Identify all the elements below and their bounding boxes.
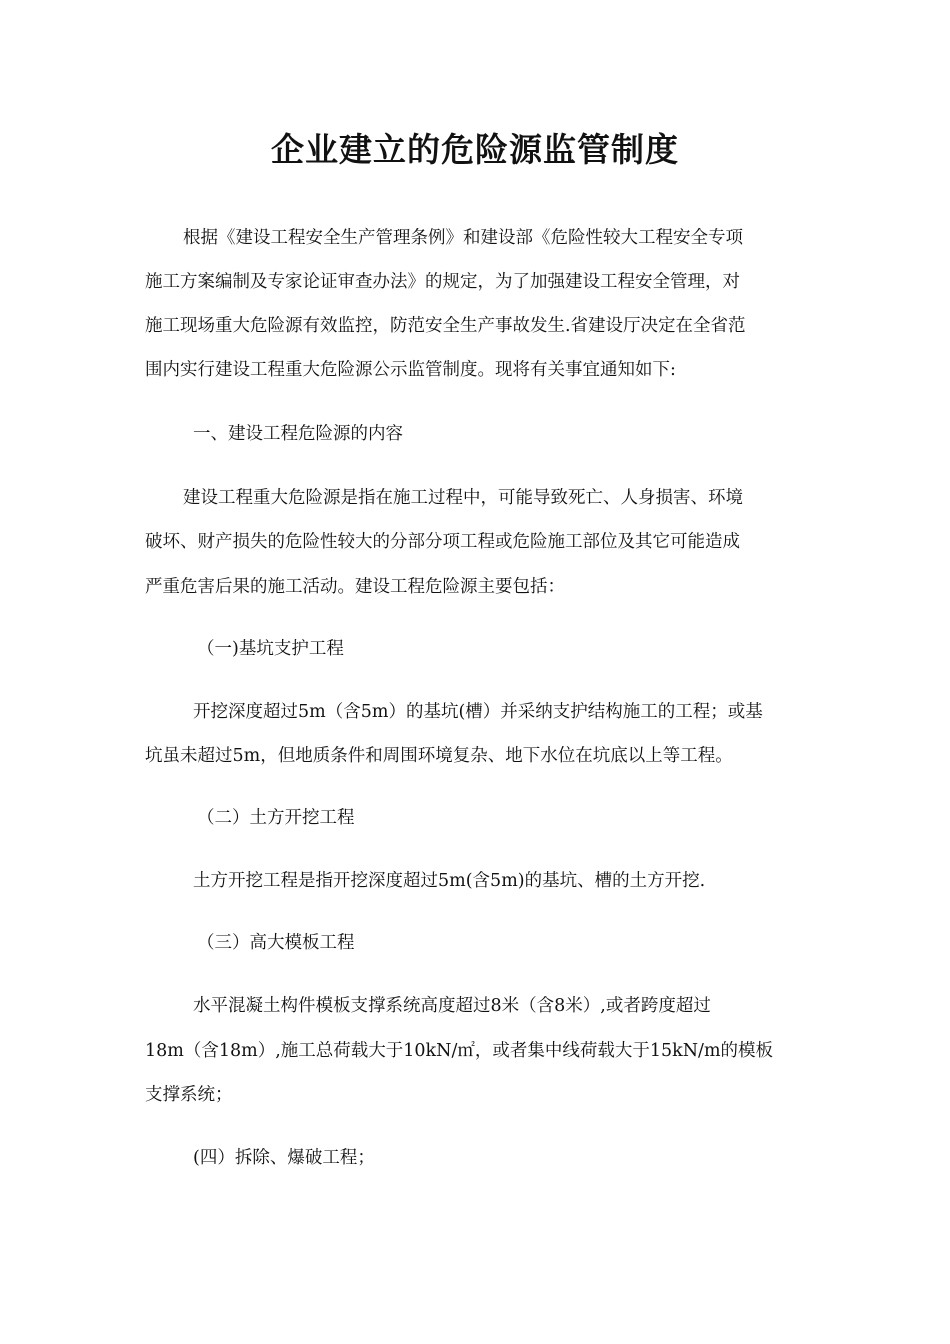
paragraph-line: 坑虽未超过5m，但地质条件和周围环境复杂、地下水位在坑底以上等工程。 xyxy=(145,746,733,766)
paragraph-line: 开挖深度超过5m（含5m）的基坑(槽）并采纳支护结构施工的工程；或基 xyxy=(193,702,763,722)
subsection-heading: (四）拆除、爆破工程； xyxy=(193,1148,375,1168)
paragraph-line: 水平混凝土构件模板支撑系统高度超过8米（含8米）,或者跨度超过 xyxy=(193,996,711,1016)
paragraph-line: 建设工程重大危险源是指在施工过程中，可能导致死亡、人身损害、环境 xyxy=(183,488,743,508)
paragraph-line: 根据《建设工程安全生产管理条例》和建设部《危险性较大工程安全专项 xyxy=(183,228,743,248)
paragraph-line: 围内实行建设工程重大危险源公示监管制度。现将有关事宜通知如下: xyxy=(145,360,676,380)
paragraph-line: 支撑系统； xyxy=(145,1085,233,1105)
document-title: 企业建立的危险源监管制度 xyxy=(271,130,679,169)
paragraph-line: 严重危害后果的施工活动。建设工程危险源主要包括： xyxy=(145,577,565,597)
subsection-heading: （一)基坑支护工程 xyxy=(197,639,344,659)
paragraph-line: 施工方案编制及专家论证审查办法》的规定，为了加强建设工程安全管理，对 xyxy=(145,272,740,292)
paragraph-line: 18m（含18m）,施工总荷载大于10kN/㎡，或者集中线荷载大于15kN/m的模板 xyxy=(145,1041,774,1061)
subsection-heading: （二）土方开挖工程 xyxy=(197,808,355,828)
paragraph-line: 破坏、财产损失的危险性较大的分部分项工程或危险施工部位及其它可能造成 xyxy=(145,532,740,552)
section-heading: 一、建设工程危险源的内容 xyxy=(193,424,403,444)
subsection-heading: （三）高大模板工程 xyxy=(197,933,355,953)
paragraph-line: 施工现场重大危险源有效监控，防范安全生产事故发生.省建设厅决定在全省范 xyxy=(145,316,746,336)
paragraph-line: 土方开挖工程是指开挖深度超过5m(含5m)的基坑、槽的土方开挖. xyxy=(193,871,706,891)
